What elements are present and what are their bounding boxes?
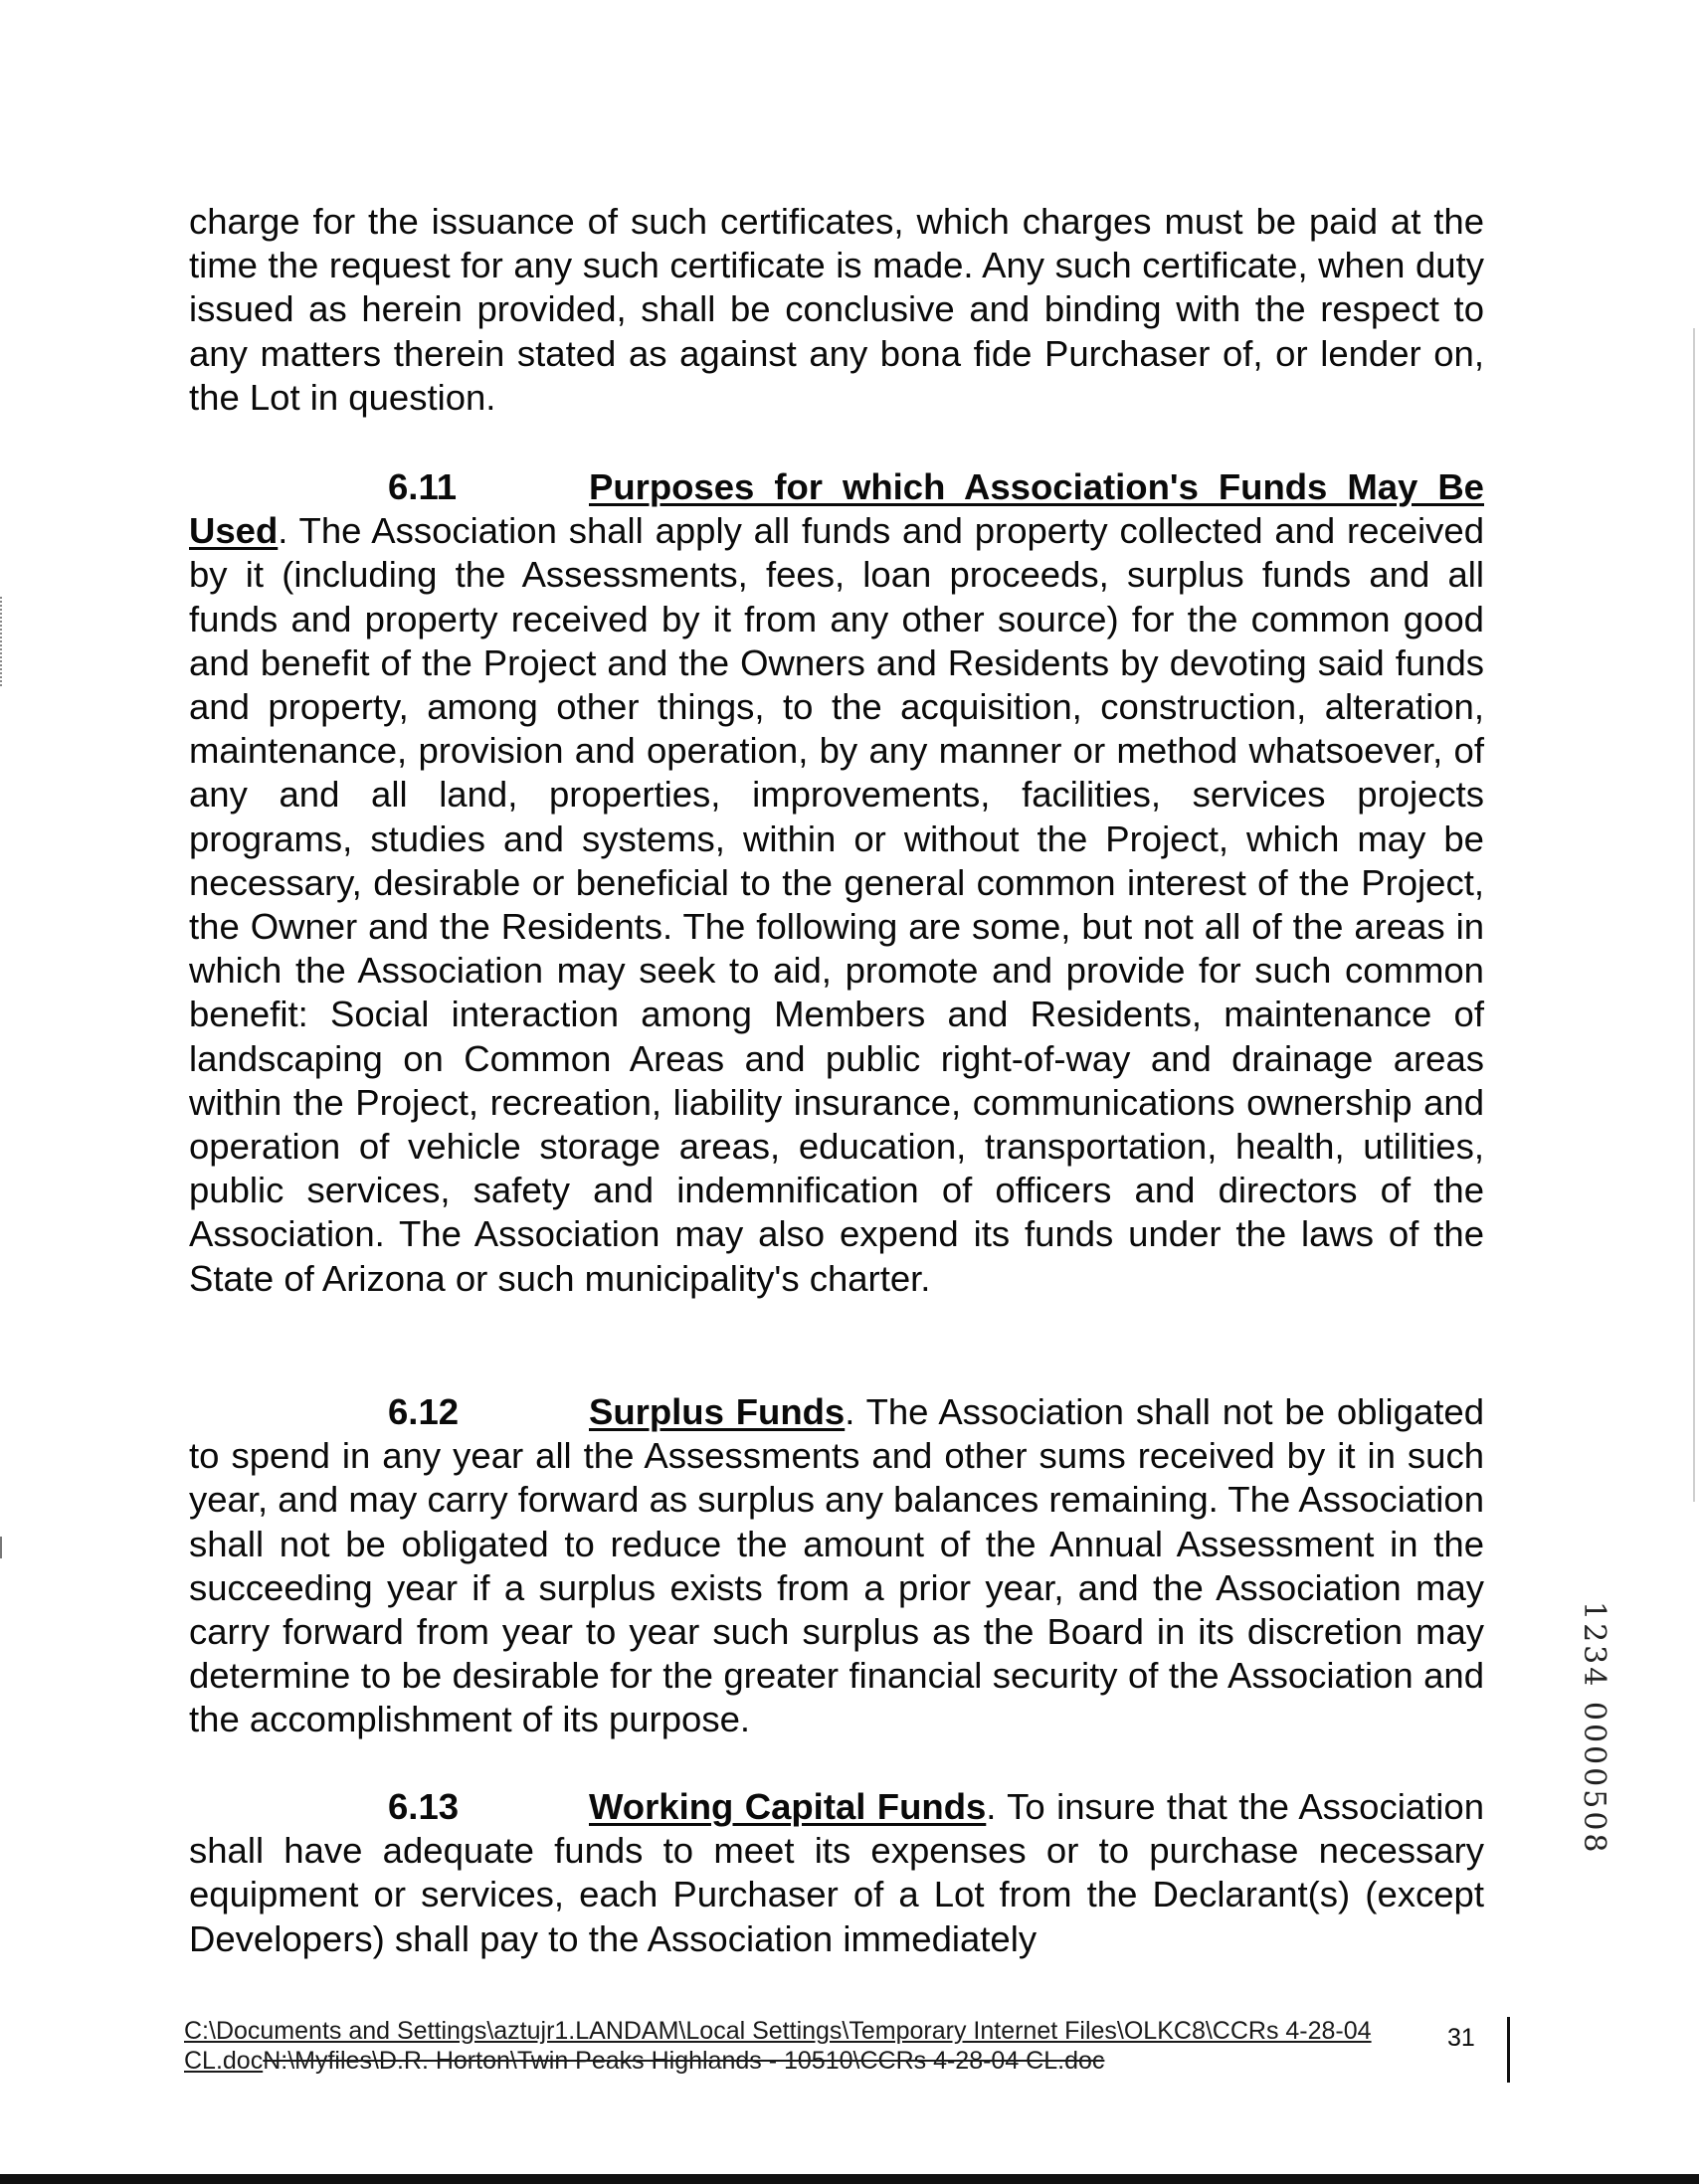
section-body: . The Association shall apply all funds and property collected and received by it (including the Assessments, fees, loan proceeds, surplus funds and all funds and property received by it from any other source) for the common good and benefit of the Project and the Owners and Residents by devoting said funds and property, among other things, to the acquisition, construction, alteration, maintenance, provision and operation, by any manner or method whatsoever, of any and all land, properties, improvements, facilities, services projects programs, studies and systems, within or without the Project, which may be necessary, desirable or beneficial to the general common interest of the Project, the Owner and the Residents. The following are some, but not all of the areas in which the Association may seek to aid, promote and provide for such common benefit: Social interaction among Members and Residents, maintenance of landscaping on Common Areas and public right-of-way and drainage areas within the Project, recreation, liability insurance, communications ownership and operation of vehicle storage areas, education, transportation, health, utilities, public services, safety and indemnification of officers and directors of the Association. The Association may also expend its funds under the laws of the State of Arizona or such municipality's charter. xyxy=(189,510,1484,1299)
footer-old-path: N:\Myfiles\D.R. Horton\Twin Peaks Highlands - 10510\CCRs 4-28-04 CL.doc xyxy=(263,2047,1105,2075)
page-number-divider xyxy=(1507,2017,1510,2083)
recording-stamp: 1234 0000508 xyxy=(1577,1601,1611,1856)
section-6-12 xyxy=(189,1390,1484,1742)
section-number: 6.13 xyxy=(388,1786,460,1827)
intro-paragraph: charge for the issuance of such certificates, which charges must be paid at the time the request for any such certificate is made. Any such certificate, when duty issued as herein provided, shall be conclusive and binding with the respect to any matters therein stated as against any bona fide Purchaser of, or lender on, the Lot in question. xyxy=(189,201,1484,418)
section-6-13 xyxy=(189,1785,1484,1961)
section-body: . To insure that the Association shall have adequate funds to meet its expenses or to purchase necessary equipment or services, each Purchaser of a Lot from the Declarant(s) (except Developers) shall pay to the Association immediately xyxy=(189,1786,1484,1959)
scan-margin-mark xyxy=(0,597,5,686)
section-title: Surplus Funds xyxy=(589,1391,846,1432)
scan-margin-tick xyxy=(0,1537,2,1558)
scan-bottom-edge xyxy=(0,2174,1699,2184)
section-number: 6.12 xyxy=(388,1391,460,1432)
section-title: Working Capital Funds xyxy=(589,1786,987,1827)
section-6-11 xyxy=(189,465,1484,1301)
section-body: . The Association shall not be obligated to spend in any year all the Assessments and other sums received by it in such year, and may carry forward as surplus any balances remaining. The Association shall not be obligated to reduce the amount of the Annual Assessment in the succeeding year if a surplus exists from a prior year, and the Association may carry forward from year to year such surplus as the Board in its discretion may determine to be desirable for the greater financial security of the Association and the accomplishment of its purpose. xyxy=(189,1391,1484,1740)
section-title: Purposes for which Association's Funds May Be Used xyxy=(189,466,1484,552)
scan-edge-line xyxy=(1693,328,1695,1502)
footer-current-path: C:\Documents and Settings\aztujr1.LANDAM\Local Settings\Temporary Internet Files\OLKC8\CCRs 4-28-04 CL.doc xyxy=(184,2017,1372,2075)
page-number: 31 xyxy=(1447,2024,1475,2052)
footer-file-path xyxy=(184,2016,1417,2076)
section-number: 6.11 xyxy=(388,466,458,507)
